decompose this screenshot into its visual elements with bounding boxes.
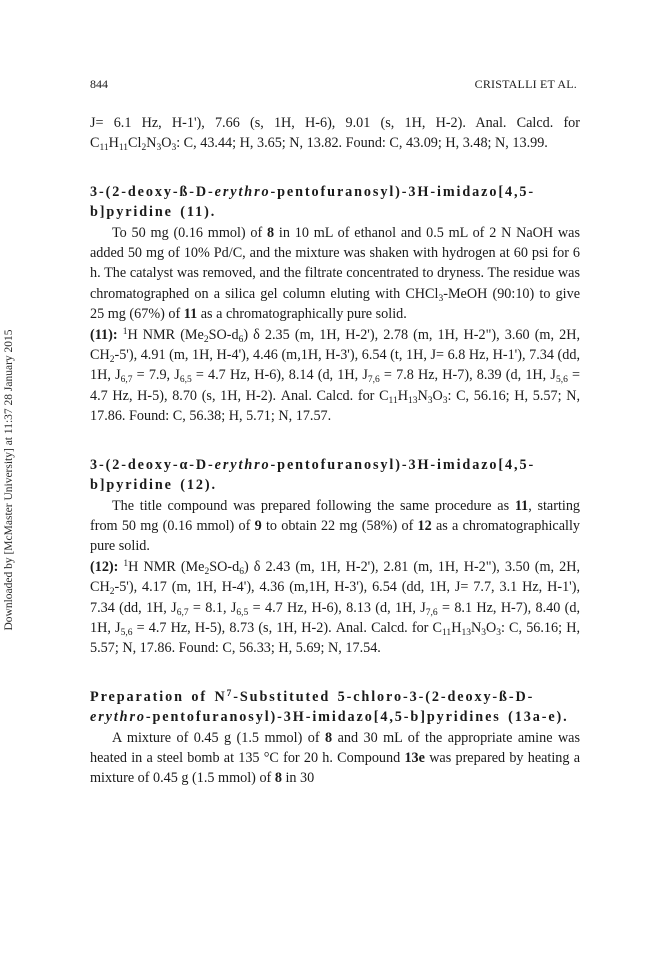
previous-compound-data: J= 6.1 Hz, H-1'), 7.66 (s, 1H, H-6), 9.01 (s, 1H, H-2). Anal. Calcd. for $C_{11}H_{11}Cl_2N_3O_3$: C, 43.44; H, 3.65; N, 13.82. Found: C, 43.09; H, 3.48; N, 13.99. bbox=[90, 115, 580, 154]
compound-11-procedure: To 50 mg (0.16 mmol) of 8 in 10 mL of ethanol and 0.5 mL of 2 N NaOH was added 50 mg of 10% Pd/C, and the mixture was shaken with hydrogen at 60 psi for 6 h. The catalyst was removed, and the filtrate concentrated to dryness. The residue was chromatographed on a silica gel column eluting with CHCl$_3$-MeOH (90:10) to give 25 mg (67%) of 11 as a chromatographically pure solid. bbox=[90, 224, 581, 323]
compound-12-nmr: (12): $^1$H NMR $(Me_2SO-d_6)$ δ 2.43 (m, 1H, H-2'), 2.81 (m, 1H, H-2"), 3.50 (m, 2H, $CH_2-5'$), 4.17 (m, 1H, H-4'), 4.36 (m,1H, H-3'), 6.54 (dd, 1H, J= 7.7, 3.1 Hz, H-1'), 7.34 (dd, 1H, $J_{6,7} = 8.1$, $J_{6,5} = 4.7$ Hz, H-6), 8.13 (d, 1H, $J_{7,6} = 8.1$ Hz, H-7), 8.40 (d, 1H, $J_{5,6} = 4.7$ Hz, H-5), 8.73 (s, 1H, H-2). Anal. Calcd. for $C_{11}H_{13}N_3O_3$: C, 56.16; H, 5.57; N, 17.86. Found: C, 56.33; H, 5.69; N, 17.54. bbox=[90, 558, 581, 657]
article-body bbox=[90, 113, 580, 789]
compound-11-heading: 3-(2-deoxy-ß-D-erythro-pentofuranosyl)-3H-imidazo[4,5- b]pyridine (11). bbox=[90, 183, 536, 221]
page-number: 844 bbox=[90, 77, 108, 91]
running-head: CRISTALLI ET AL. bbox=[474, 77, 577, 91]
compound-13-heading: Preparation of $N^7$-Substituted 5-chloro-3-(2-deoxy-ß-D-erythro-pentofuranosyl)-3H-imidazo[4,5-b]pyridines (13a-e). bbox=[90, 688, 569, 726]
download-watermark-text: Downloaded by [McMaster University] at 11:37 28 January 2015 bbox=[3, 329, 15, 631]
compound-12-heading: 3-(2-deoxy-α-D-erythro-pentofuranosyl)-3H-imidazo[4,5- b]pyridine (12). bbox=[90, 456, 536, 494]
download-watermark bbox=[2, 300, 16, 660]
compound-13-procedure: A mixture of 0.45 g (1.5 mmol) of 8 and 30 mL of the appropriate amine was heated in a steel bomb at 135 °C for 20 h. Compound 13e was prepared by heating a mixture of 0.45 g (1.5 mmol) of 8 in 30 bbox=[90, 729, 581, 787]
compound-11-nmr: (11): $^1$H NMR $(Me_2SO-d_6)$ δ 2.35 (m, 1H, H-2'), 2.78 (m, 1H, H-2"), 3.60 (m, 2H, $CH_2-5'$), 4.91 (m, 1H, H-4'), 4.46 (m,1H, H-3'), 6.54 (t, 1H, J= 6.8 Hz, H-1'), 7.34 (dd, 1H, $J_{6,7} = 7.9$, $J_{6,5} = 4.7$ Hz, H-6), 8.14 (d, 1H, $J_{7,6} = 7.8$ Hz, H-7), 8.39 (d, 1H, $J_{5,6} = 4.7$ Hz, H-5), 8.70 (s, 1H, H-2). Anal. Calcd. for $C_{11}H_{13}N_3O_3$: C, 56.16; H, 5.57; N, 17.86. Found: C, 56.38; H, 5.71; N, 17.57. bbox=[90, 326, 581, 425]
compound-12-procedure: The title compound was prepared following the same procedure as 11, starting from 50 mg (0.16 mmol) of 9 to obtain 22 mg (58%) of 12 as a chromatographically pure solid. bbox=[90, 497, 581, 555]
